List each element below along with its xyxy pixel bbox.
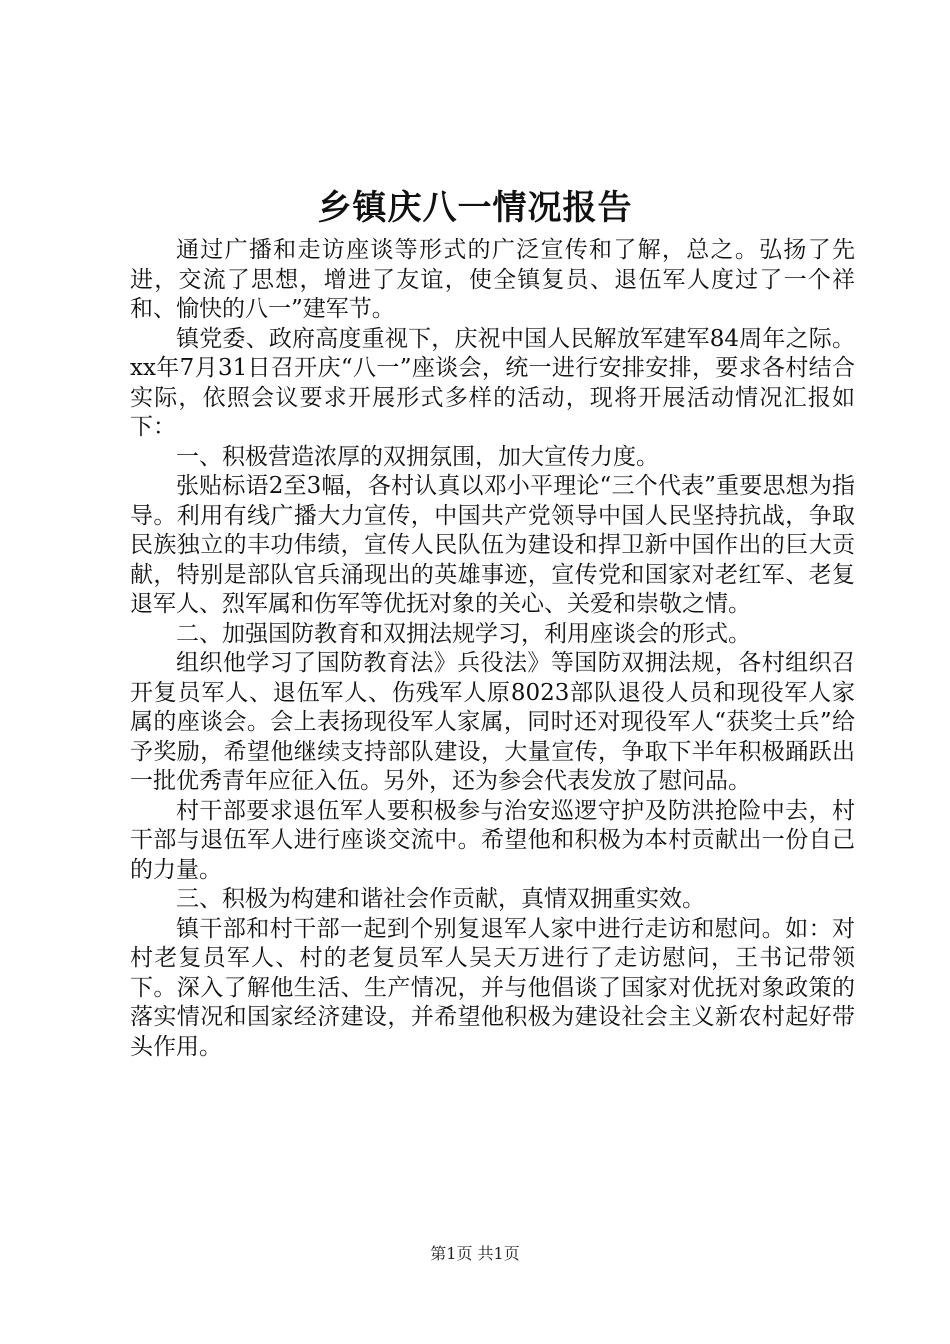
paragraph-section-1: 张贴标语2至3幅，各村认真以邓小平理论“三个代表”重要思想为指导。利用有线广播大力宣传，中国共产党领导中国人民坚持抗战，争取民族独立的丰功伟绩，宣传人民队伍为建设和捍卫新中国作出的巨大贡献，特别是部队官兵涌现出的英雄事迹，宣传党和国家对老红军、老复退军人、烈军属和伤军等优抚对象的关心、关爱和崇敬之情。	[130, 473, 855, 617]
page-footer: 第1页 共1页	[430, 1244, 520, 1263]
document-title: 乡镇庆八一情况报告	[317, 188, 633, 228]
section-heading-2: 二、加强国防教育和双拥法规学习，利用座谈会的形式。	[176, 620, 751, 647]
paragraph-section-2b: 村干部要求退伍军人要积极参与治安巡逻守护及防洪抢险中去，村干部与退伍军人进行座谈交流中。希望他和积极为本村贡献出一份自己的力量。	[130, 797, 855, 883]
section-heading-1: 一、积极营造浓厚的双拥氛围，加大宣传力度。	[176, 443, 659, 470]
document-body	[130, 236, 855, 1062]
paragraph-section-2a: 组织他学习了国防教育法》兵役法》等国防双拥法规，各村组织召开复员军人、退伍军人、伤残军人原8023部队退役人员和现役军人家属的座谈会。会上表扬现役军人家属，同时还对现役军人“获奖士兵”给予奖励，希望他继续支持部队建设，大量宣传，争取下半年积极踊跃出一批优秀青年应征入伍。另外，还为参会代表发放了慰问品。	[130, 650, 855, 794]
paragraph-background: 镇党委、政府高度重视下，庆祝中国人民解放军建军84周年之际。xx年7月31日召开庆“八一”座谈会，统一进行安排安排，要求各村结合实际，依照会议要求开展形式多样的活动，现将开展活动情况汇报如下：	[130, 325, 855, 440]
paragraph-section-3: 镇干部和村干部一起到个别复退军人家中进行走访和慰问。如：对村老复员军人、村的老复员军人吴天万进行了走访慰问，王书记带领下。深入了解他生活、生产情况，并与他倡谈了国家对优抚对象政策的落实情况和国家经济建设，并希望他积极为建设社会主义新农村起好带头作用。	[130, 915, 855, 1060]
section-heading-3: 三、积极为构建和谐社会作贡献，真情双拥重实效。	[176, 886, 705, 912]
paragraph-intro: 通过广播和走访座谈等形式的广泛宣传和了解，总之。弘扬了先进，交流了思想，增进了友谊，使全镇复员、退伍军人度过了一个祥和、愉快的八一”建军节。	[130, 237, 855, 322]
